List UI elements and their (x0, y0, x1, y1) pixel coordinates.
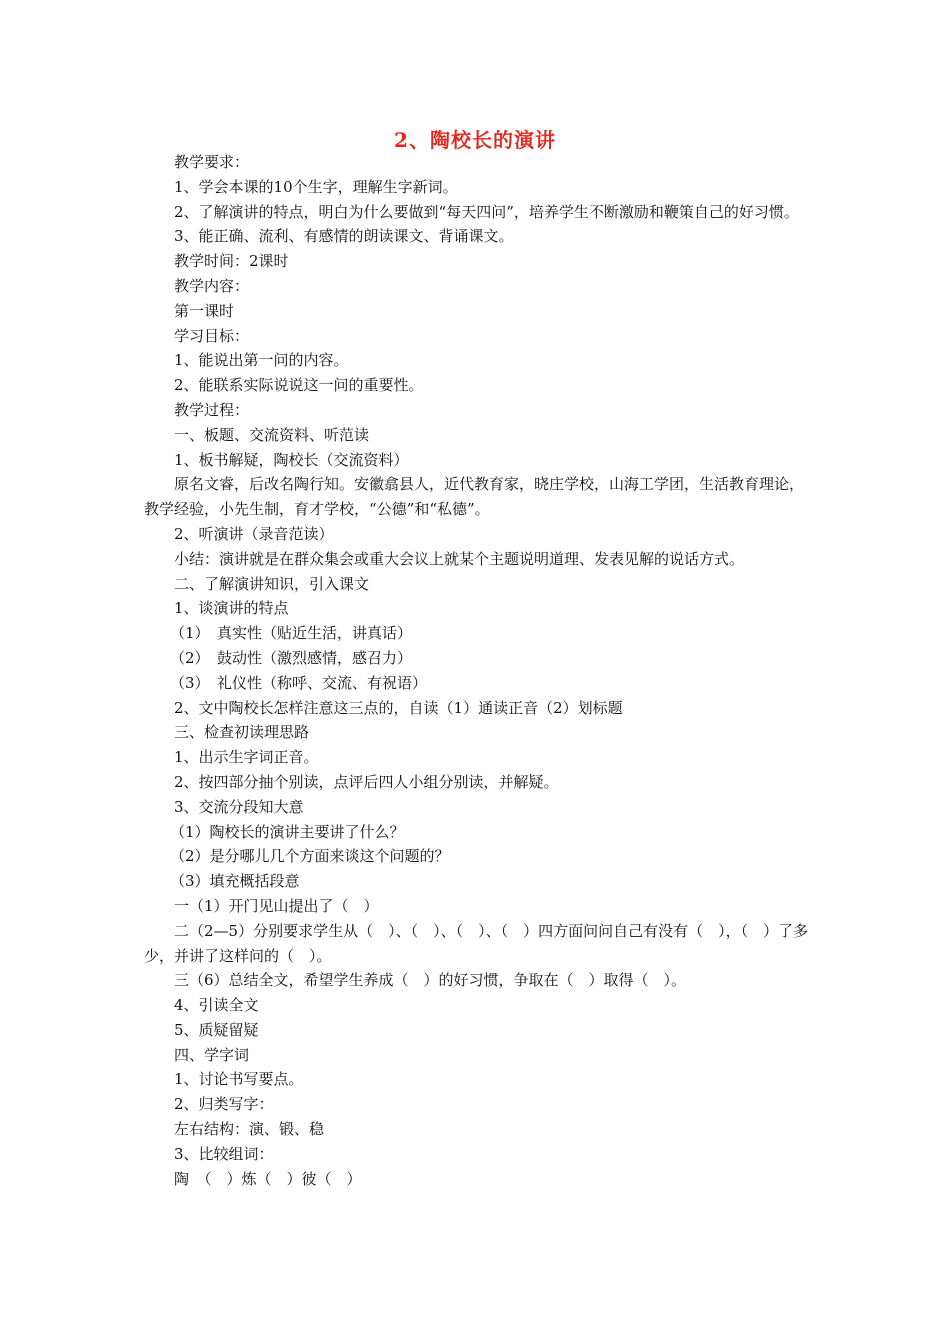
body-paragraph: 教学过程： (174, 400, 250, 419)
body-paragraph: 3、能正确、流利、有感情的朗读课文、背诵课文。 (174, 227, 514, 246)
body-paragraph: 2、了解演讲的特点，明白为什么要做到“每天四问”，培养学生不断激励和鞭策自己的好习惯。 (174, 202, 799, 221)
body-paragraph: 1、讨论书写要点。 (174, 1070, 304, 1089)
body-paragraph: 二（2—5）分别要求学生从（ ）、（ ）、（ ）、（ ）四方面问问自己有没有（ ），（ ）了多少，并讲了这样问的（ ）。 (144, 921, 809, 965)
body-paragraph: （2） 鼓动性（激烈感情，感召力） (170, 648, 413, 667)
body-paragraph: 陶 （ ）炼（ ）彼（ ） (174, 1169, 362, 1188)
body-paragraph: 学习目标： (174, 326, 250, 345)
body-paragraph: 教学时间：2课时 (174, 252, 289, 271)
body-paragraph: （3） 礼仪性（称呼、交流、有祝语） (170, 673, 428, 692)
document-body (144, 150, 812, 1191)
body-paragraph: 原名文睿，后改名陶行知。安徽翕县人，近代教育家，晓庄学校，山海工学团，生活教育理论，教学经验，小先生制，育才学校，“公德”和“私德”。 (144, 475, 805, 519)
body-paragraph: 一、板题、交流资料、听范读 (174, 425, 370, 444)
body-paragraph: 1、出示生字词正音。 (174, 748, 319, 767)
body-paragraph: 2、文中陶校长怎样注意这三点的，自读（1）通读正音（2）划标题 (174, 698, 623, 717)
body-paragraph: 4、引读全文 (174, 996, 259, 1015)
body-paragraph: 四、学字词 (174, 1045, 250, 1064)
body-paragraph: 2、听演讲（录音范读） (174, 524, 334, 543)
body-paragraph: （3）填充概括段意 (170, 872, 300, 891)
body-paragraph: 左右结构：演、锻、稳 (174, 1120, 325, 1139)
body-paragraph: 二、了解演讲知识，引入课文 (174, 574, 370, 593)
body-paragraph: 2、能联系实际说说这一问的重要性。 (174, 376, 424, 395)
body-paragraph: 教学内容： (174, 276, 250, 295)
body-paragraph: 三、检查初读理思路 (174, 723, 310, 742)
body-paragraph: 2、归类写字： (174, 1095, 274, 1114)
document-title: 2、陶校长的演讲 (394, 128, 556, 152)
body-paragraph: 三（6）总结全文，希望学生养成（ ）的好习惯，争取在（ ）取得（ ）。 (174, 971, 687, 990)
body-paragraph: 小结：演讲就是在群众集会或重大会议上就某个主题说明道理、发表见解的说话方式。 (174, 549, 745, 568)
body-paragraph: 1、板书解疑，陶校长（交流资料） (174, 450, 409, 469)
body-paragraph: 3、交流分段知大意 (174, 797, 304, 816)
body-paragraph: 1、谈演讲的特点 (174, 599, 289, 618)
body-paragraph: 1、能说出第一问的内容。 (174, 351, 349, 370)
body-paragraph: （1）陶校长的演讲主要讲了什么？ (170, 822, 405, 841)
body-paragraph: （1） 真实性（贴近生活，讲真话） (170, 624, 413, 643)
body-paragraph: 2、按四部分抽个别读，点评后四人小组分别读，并解疑。 (174, 772, 559, 791)
body-paragraph: 一（1）开门见山提出了（ ） (174, 896, 379, 915)
body-paragraph: 第一课时 (174, 301, 235, 320)
body-paragraph: （2）是分哪儿几个方面来谈这个问题的？ (170, 847, 450, 866)
body-paragraph: 5、质疑留疑 (174, 1020, 259, 1039)
body-paragraph: 1、学会本课的10个生字，理解生字新词。 (174, 177, 458, 196)
body-paragraph: 3、比较组词： (174, 1144, 274, 1163)
body-paragraph: 教学要求： (174, 153, 250, 171)
